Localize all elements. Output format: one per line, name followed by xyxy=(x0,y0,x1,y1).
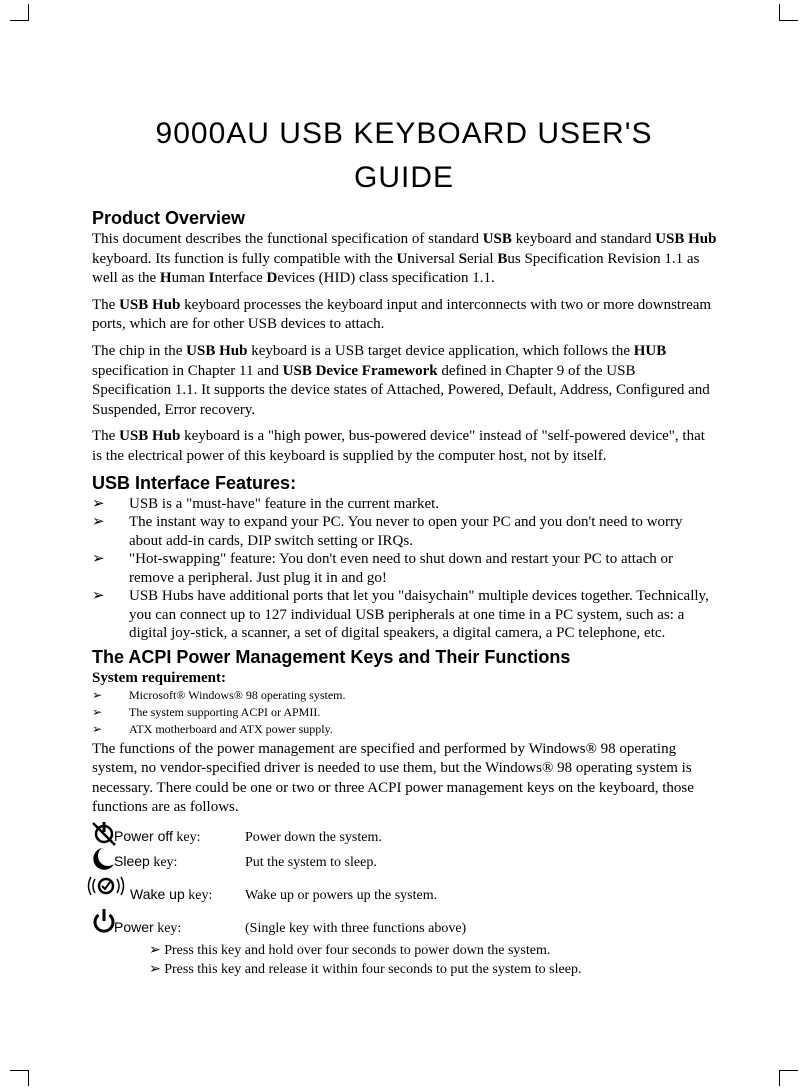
arrow-bullet-icon: ➢ xyxy=(92,495,105,512)
arrow-bullet-icon: ➢ xyxy=(149,942,161,958)
system-requirements-list xyxy=(92,687,718,738)
arrow-bullet-icon: ➢ xyxy=(149,961,161,977)
overview-paragraph-4: The USB Hub keyboard is a "high power, bus-powered device" instead of "self-powered device", that is the electrical power of this keyboard is supplied by the computer host, not by itself. xyxy=(92,428,705,464)
arrow-bullet-icon: ➢ xyxy=(92,704,103,719)
key-description: Wake up or powers up the system. xyxy=(245,887,438,903)
arrow-bullet-icon: ➢ xyxy=(92,588,105,605)
list-item: ➢ The system supporting ACPI or APMII. xyxy=(92,704,321,719)
key-name: Power xyxy=(114,918,154,935)
list-item: ➢ USB is a "must-have" feature in the current market. xyxy=(92,495,440,512)
power-key-note-1: ➢ Press this key and hold over four seconds to power down the system. xyxy=(149,942,551,958)
crop-mark-bottom-left-h xyxy=(10,1070,29,1071)
key-description: Put the system to sleep. xyxy=(245,854,377,870)
arrow-bullet-icon: ➢ xyxy=(92,551,105,568)
acpi-heading: The ACPI Power Management Keys and Their Functions xyxy=(92,646,571,667)
arrow-bullet-icon: ➢ xyxy=(92,721,103,736)
key-name: Power off xyxy=(114,827,173,844)
acpi-paragraph: The functions of the power management are specified and performed by Windows® 98 operating system, no vendor-specified driver is needed to use them, but the Windows® 98 operating system is necessary. There could be one or two or three ACPI power management keys on the keyboard, those functions are as follows. xyxy=(92,740,694,816)
crop-mark-top-left-v xyxy=(28,4,29,20)
list-item: ➢ Microsoft® Windows® 98 operating system. xyxy=(92,687,346,702)
crop-mark-top-right-v xyxy=(779,4,780,20)
usb-features-heading: USB Interface Features: xyxy=(92,472,297,493)
arrow-bullet-icon: ➢ xyxy=(92,514,105,531)
arrow-bullet-icon: ➢ xyxy=(92,687,103,702)
power-key-note-2: ➢ Press this key and release it within four seconds to put the system to sleep. xyxy=(149,961,582,977)
key-row-sleep: Sleep key: Put the system to sleep. xyxy=(92,850,718,875)
system-requirement-label: System requirement: xyxy=(92,669,227,686)
power-keys-table xyxy=(92,825,718,979)
key-name: Wake up xyxy=(130,885,185,902)
key-name: Sleep xyxy=(114,852,150,869)
list-item: ➢ ATX motherboard and ATX power supply. xyxy=(92,721,333,736)
crop-mark-bottom-left-v xyxy=(28,1070,29,1086)
key-description: Power down the system. xyxy=(245,829,382,845)
product-overview-heading: Product Overview xyxy=(92,208,246,228)
list-item: ➢ "Hot-swapping" feature: You don't even need to shut down and restart your PC to attach or remove a peripheral. Just plug it in and go! xyxy=(92,551,674,586)
usb-features-list xyxy=(92,495,718,643)
document-title xyxy=(0,112,808,200)
key-row-power-off: Power off key: Power down the system. xyxy=(92,825,718,850)
document-body xyxy=(92,206,718,979)
crop-mark-top-left-h xyxy=(10,20,29,21)
overview-paragraph-2: The USB Hub keyboard processes the keyboard input and interconnects with two or more downstream ports, which are for other USB devices to attach. xyxy=(92,296,712,333)
crop-mark-bottom-right-h xyxy=(779,1070,798,1071)
wake-up-icon xyxy=(86,873,126,901)
overview-paragraph-3: The chip in the USB Hub keyboard is a USB target device application, which follows the HUB specification in Chapter 11 and USB Device Framework defined in Chapter 9 of the USB Specification 1.1. It supports the device states of Attached, Powered, Default, Address, Configured and Suspended, Error recovery. xyxy=(92,342,710,418)
key-description: (Single key with three functions above) xyxy=(245,920,467,936)
title-line-1: 9000AU USB KEYBOARD USER'S xyxy=(155,117,653,150)
list-item: ➢ USB Hubs have additional ports that let you "daisychain" multiple devices together. Technically, you can connect up to 127 individual USB peripherals at one time in a PC system, such as: a digital joy-stick, a scanner, a set of digital speakers, a digital camera, a PC telephone, etc. xyxy=(92,588,709,642)
list-item: ➢ The instant way to expand your PC. You never to open your PC and you don't need to worry about add-in cards, DIP switch setting or IRQs. xyxy=(92,514,683,549)
crop-mark-bottom-right-v xyxy=(779,1070,780,1086)
overview-paragraph-1: This document describes the functional specification of standard USB keyboard and standard USB Hub keyboard. Its function is fully compatible with the Universal Serial Bus Specification Revision 1.1 as well as the Human Interface Devices (HID) class specification 1.1. xyxy=(92,231,717,287)
key-row-wake-up: Wake up key: Wake up or powers up the system. xyxy=(92,875,718,908)
crop-mark-top-right-h xyxy=(779,20,798,21)
key-row-power: Power key: (Single key with three functions above) xyxy=(92,908,718,941)
title-line-2: GUIDE xyxy=(353,161,454,194)
